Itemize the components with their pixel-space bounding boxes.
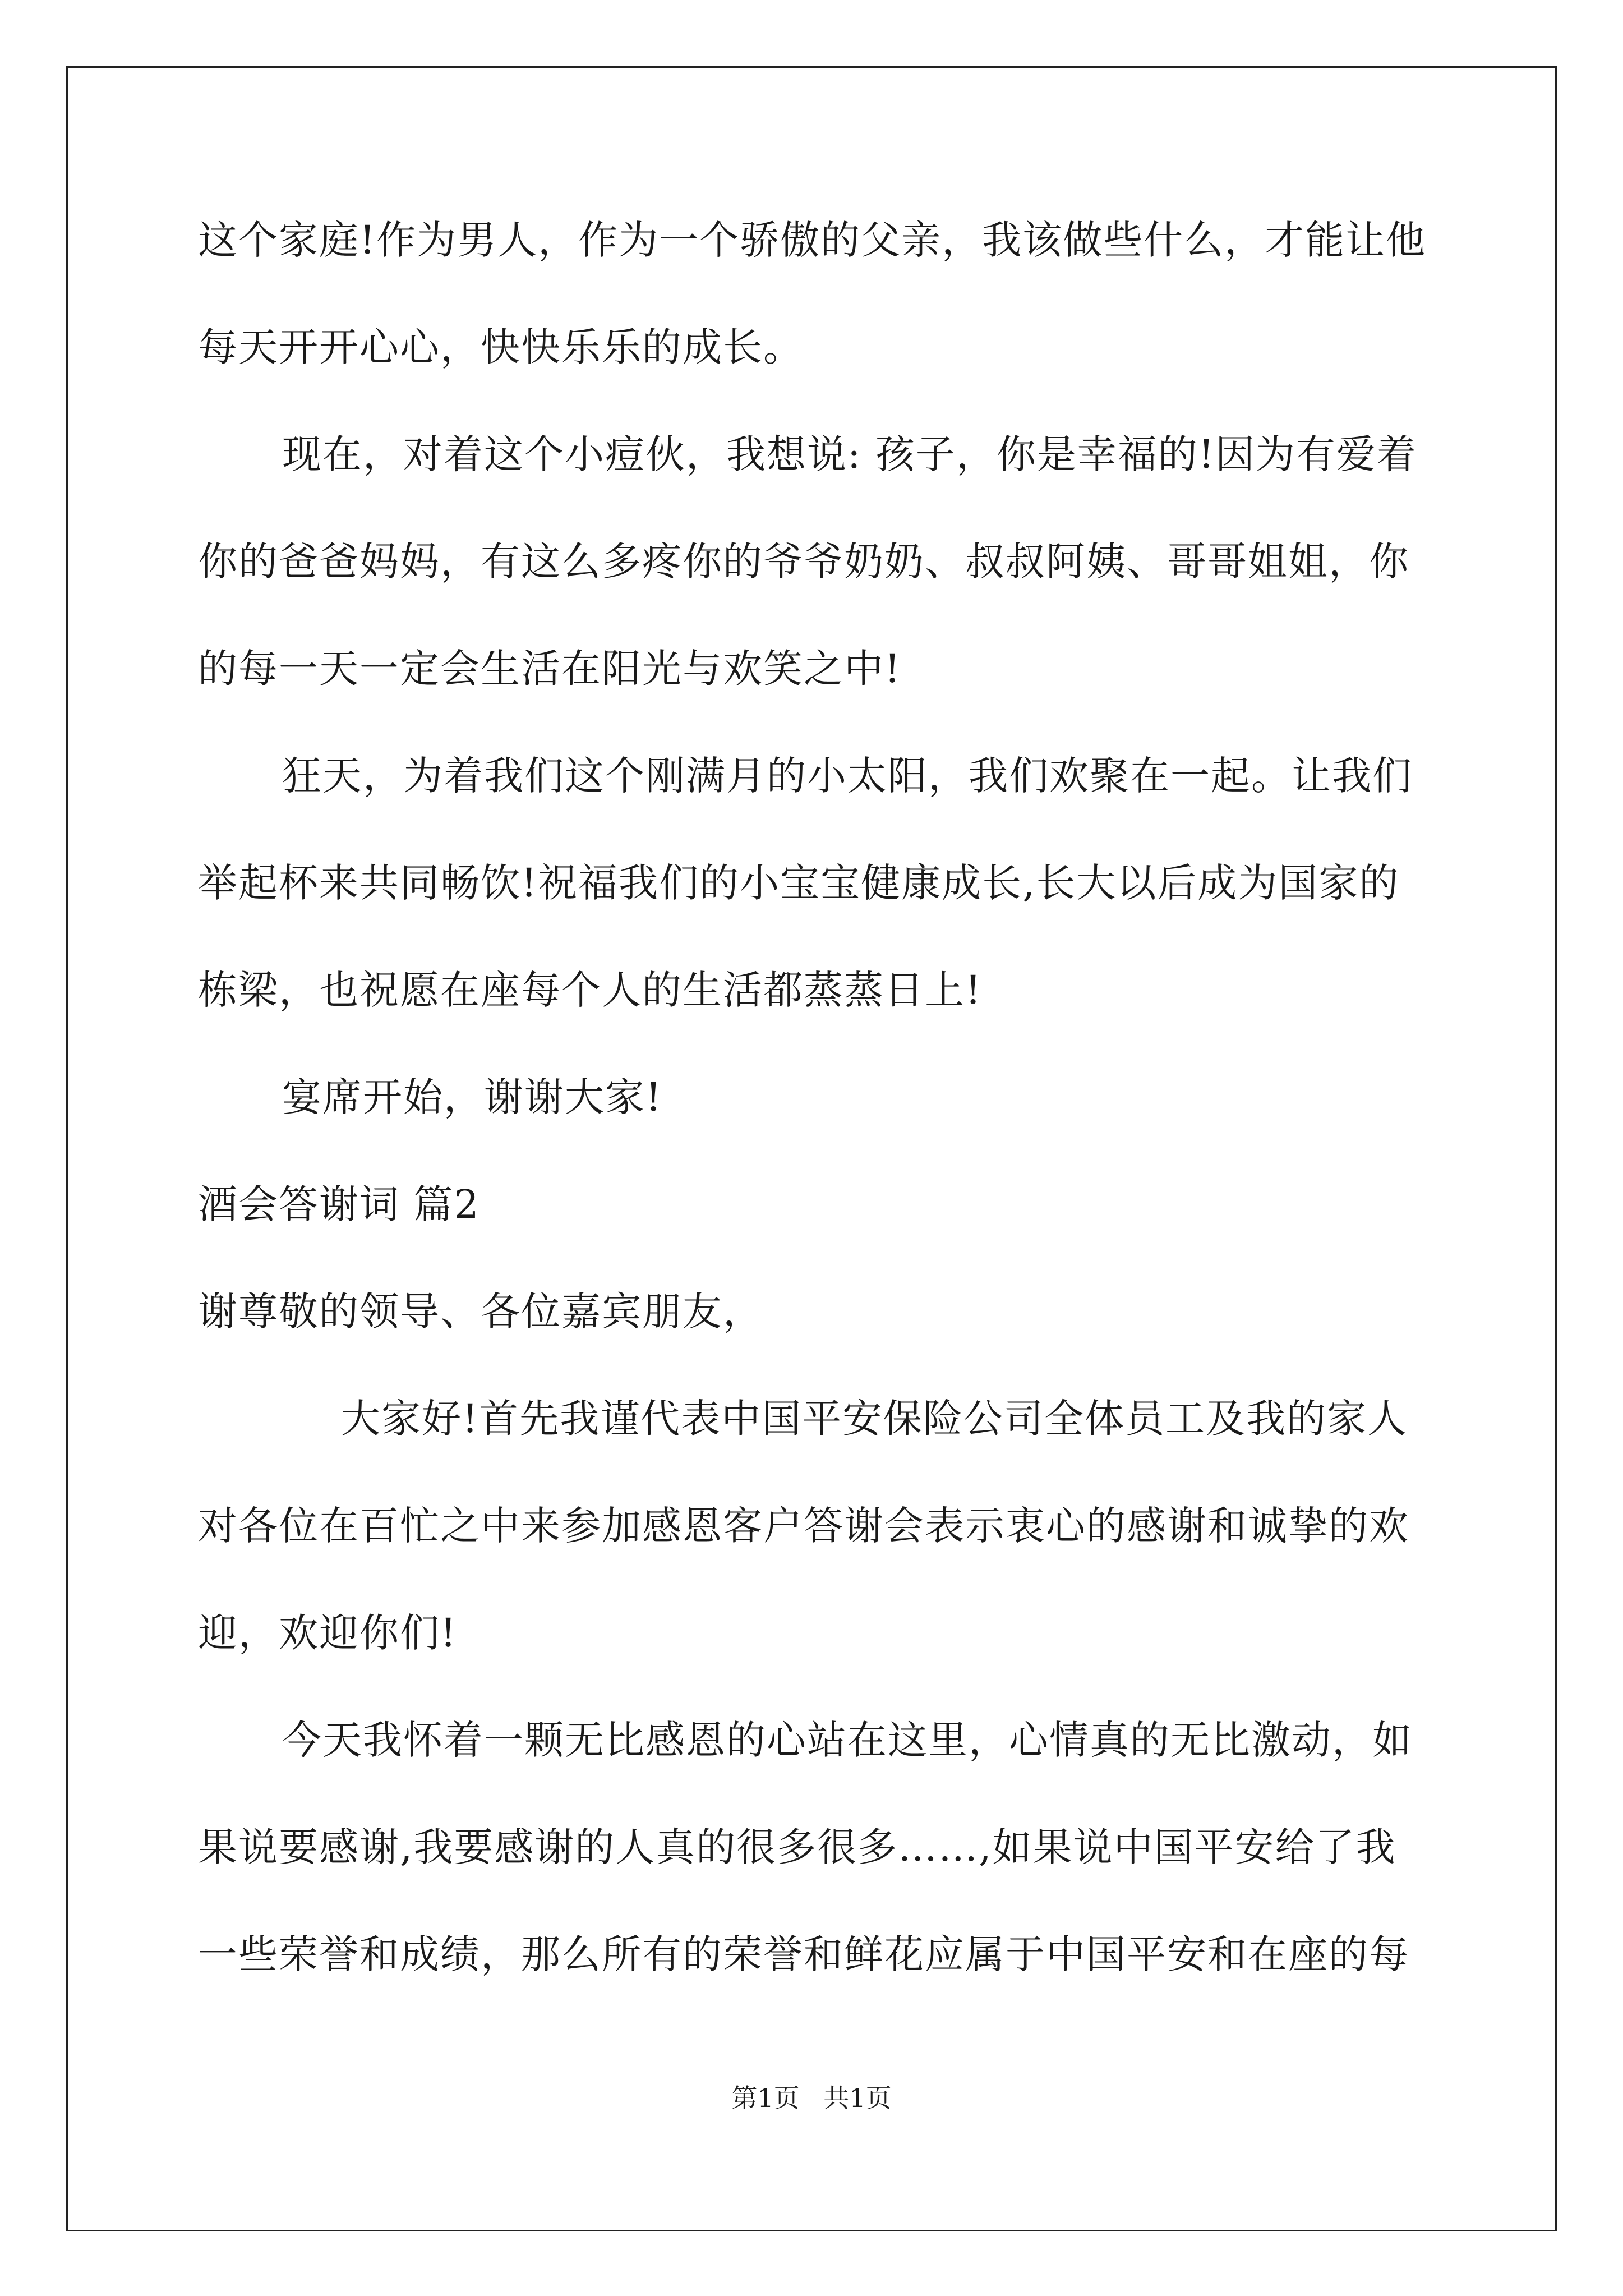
paragraph-line: 今天我怀着一颗无比感恩的心站在这里，心情真的无比激动，如 <box>282 1717 1413 1763</box>
page-total: 共1页 <box>823 2083 892 2113</box>
paragraph-line: 这个家庭!作为男人，作为一个骄傲的父亲，我该做些什么，才能让他 <box>198 217 1427 263</box>
paragraph-line: 对各位在百忙之中来参加感恩客户答谢会表示衷心的感谢和诚挚的欢 <box>198 1503 1409 1549</box>
paragraph-line: 果说要感谢,我要感谢的人真的很多很多……,如果说中国平安给了我 <box>198 1824 1396 1870</box>
section-heading: 酒会答谢词 篇2 <box>198 1181 480 1227</box>
salutation-line: 谢尊敬的领导、各位嘉宾朋友， <box>198 1289 763 1335</box>
paragraph-line: 宴席开始，谢谢大家! <box>282 1074 663 1120</box>
paragraph-line: 狂天，为着我们这个刚满月的小太阳，我们欢聚在一起。让我们 <box>282 753 1413 799</box>
paragraph-line: 一些荣誉和成绩，那么所有的荣誉和鲜花应属于中国平安和在座的每 <box>198 1931 1409 1977</box>
paragraph-line: 大家好!首先我谨代表中国平安保险公司全体员工及我的家人 <box>341 1396 1408 1442</box>
paragraph-line: 现在，对着这个小痘伙，我想说: 孩子，你是幸福的!因为有爱着 <box>282 431 1417 477</box>
paragraph-line: 栋梁，也祝愿在座每个人的生活都蒸蒸日上! <box>198 967 983 1013</box>
document-body <box>198 213 1426 2035</box>
paragraph-line: 你的爸爸妈妈，有这么多疼你的爷爷奶奶、叔叔阿姨、哥哥姐姐，你 <box>198 539 1409 585</box>
paragraph-line: 迎，欢迎你们! <box>198 1610 458 1656</box>
page-number: 第1页 <box>731 2083 800 2113</box>
page-footer <box>0 2081 1623 2115</box>
paragraph-line: 举起杯来共同畅饮!祝福我们的小宝宝健康成长,长大以后成为国家的 <box>198 860 1400 906</box>
paragraph-line: 的每一天一定会生活在阳光与欢笑之中! <box>198 646 902 692</box>
paragraph-line: 每天开开心心，快快乐乐的成长。 <box>198 324 804 370</box>
